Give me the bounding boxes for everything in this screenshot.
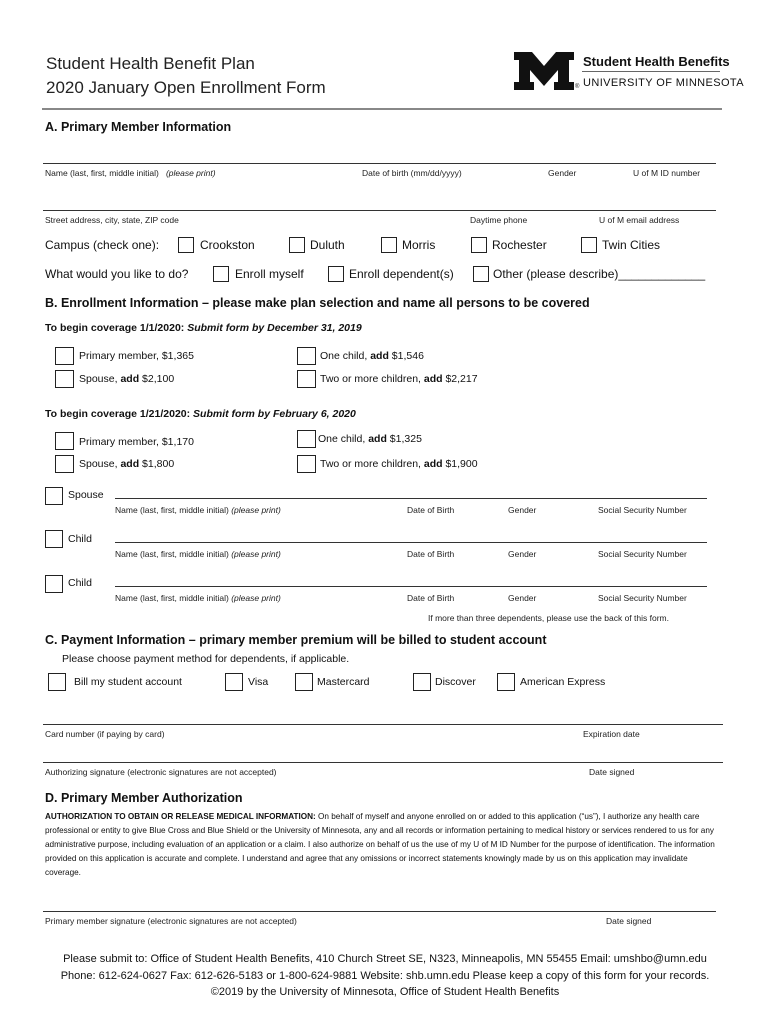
p2-primary-label: Primary member, $1,170: [79, 436, 194, 448]
other-checkbox[interactable]: [473, 266, 489, 282]
section-d-heading: D. Primary Member Authorization: [45, 791, 243, 805]
brand-name: Student Health Benefits: [583, 54, 730, 69]
expiration-label: Expiration date: [583, 729, 640, 739]
brand-divider: [582, 71, 720, 72]
p1-two-children-label: Two or more children, add $2,217: [320, 373, 478, 385]
dep-name-label: Name (last, first, middle initial) (please print): [115, 549, 281, 559]
dependent-type-label: Child: [68, 577, 92, 589]
p2-primary-checkbox[interactable]: [55, 432, 74, 450]
enroll-myself-checkbox[interactable]: [213, 266, 229, 282]
authorization-text: AUTHORIZATION TO OBTAIN OR RELEASE MEDICAL INFORMATION: On behalf of myself and anyone enrolled on or added to this application (“us”), I authorize any health care professional or entity to give Blue Cross and Blue Shield or the University of Minnesota, any and all records or information pertaining to medical history or services rendered to us for any administrative purpose, including evaluation of an application or a claim. I also authorize on behalf of us the use of my U of M ID Number for the purpose of identification. The information provided on this application is accurate and complete. I understand and agree that any omissions or incorrect statements knowingly made by us on this application may invalidate coverage.: [45, 812, 715, 877]
mastercard-checkbox[interactable]: [295, 673, 313, 691]
p1-spouse-checkbox[interactable]: [55, 370, 74, 388]
dependent-child1-checkbox[interactable]: [45, 530, 63, 548]
email-label: U of M email address: [599, 215, 680, 225]
p1-spouse-label: Spouse, add $2,100: [79, 373, 175, 385]
university-m-logo: [514, 52, 574, 90]
registered-mark-icon: ®: [575, 84, 580, 90]
p2-one-child-checkbox[interactable]: [297, 430, 316, 448]
dep-ssn-label: Social Security Number: [598, 549, 687, 559]
campus-duluth-checkbox[interactable]: [289, 237, 305, 253]
footer-copyright: ©2019 by the University of Minnesota, Office of Student Health Benefits: [210, 986, 560, 998]
form-title: Student Health Benefit Plan: [46, 54, 255, 73]
discover-checkbox[interactable]: [413, 673, 431, 691]
p1-primary-label: Primary member, $1,365: [79, 350, 194, 362]
address-label: Street address, city, state, ZIP code: [45, 215, 179, 225]
campus-twin-cities-checkbox[interactable]: [581, 237, 597, 253]
bill-student-account-label: Bill my student account: [74, 676, 182, 688]
member-signature-label: Primary member signature (electronic signatures are not accepted): [45, 916, 297, 926]
dependent-child1-line[interactable]: [115, 542, 707, 543]
card-number-line[interactable]: [43, 724, 723, 725]
date-signed-label: Date signed: [589, 767, 635, 777]
p1-primary-checkbox[interactable]: [55, 347, 74, 365]
name-label: Name (last, first, middle initial) (please print): [45, 168, 216, 178]
dob-label: Date of birth (mm/dd/yyyy): [362, 168, 462, 178]
footer-contact: Phone: 612-624-0627 Fax: 612-626-5183 or 1-800-624-9881 Website: shb.umn.edu Please keep a copy of this form for your records.: [60, 970, 710, 982]
enroll-dependents-label: Enroll dependent(s): [349, 267, 454, 281]
address-line[interactable]: [43, 210, 716, 211]
authorizing-signature-label: Authorizing signature (electronic signatures are not accepted): [45, 767, 277, 777]
p1-one-child-checkbox[interactable]: [297, 347, 316, 365]
section-b-heading: B. Enrollment Information – please make plan selection and name all persons to be covered: [45, 296, 590, 310]
member-date-signed-label: Date signed: [606, 916, 652, 926]
more-dependents-note: If more than three dependents, please use the back of this form.: [428, 613, 669, 623]
campus-morris-checkbox[interactable]: [381, 237, 397, 253]
period2-heading: To begin coverage 1/21/2020: Submit form by February 6, 2020: [45, 408, 356, 420]
footer-address: Please submit to: Office of Student Health Benefits, 410 Church Street SE, N323, Minneapolis, MN 55455 Email: umshbo@umn.edu: [63, 953, 707, 965]
dependent-spouse-line[interactable]: [115, 498, 707, 499]
p2-spouse-checkbox[interactable]: [55, 455, 74, 473]
gender-label: Gender: [548, 168, 577, 178]
dependent-type-label: Spouse: [68, 489, 104, 501]
dep-name-label: Name (last, first, middle initial) (please print): [115, 593, 281, 603]
p2-spouse-label: Spouse, add $1,800: [79, 458, 175, 470]
period1-heading: To begin coverage 1/1/2020: Submit form by December 31, 2019: [45, 322, 362, 334]
form-subtitle: 2020 January Open Enrollment Form: [46, 78, 326, 97]
todo-label: What would you like to do?: [45, 267, 189, 281]
campus-label: Campus (check one):: [45, 238, 160, 252]
card-number-label: Card number (if paying by card): [45, 729, 165, 739]
p1-one-child-label: One child, add $1,546: [320, 350, 424, 362]
amex-label: American Express: [520, 676, 606, 688]
p2-two-children-checkbox[interactable]: [297, 455, 316, 473]
campus-morris-label: Morris: [402, 238, 436, 252]
p1-two-children-checkbox[interactable]: [297, 370, 316, 388]
p2-two-children-label: Two or more children, add $1,900: [320, 458, 478, 470]
dep-gender-label: Gender: [508, 505, 537, 515]
dependent-spouse-checkbox[interactable]: [45, 487, 63, 505]
dep-dob-label: Date of Birth: [407, 505, 455, 515]
campus-crookston-label: Crookston: [200, 238, 255, 252]
primary-info-line[interactable]: [43, 163, 716, 164]
visa-checkbox[interactable]: [225, 673, 243, 691]
dependent-child2-line[interactable]: [115, 586, 707, 587]
other-label: Other (please describe)_____________: [493, 267, 706, 281]
campus-duluth-label: Duluth: [310, 238, 345, 252]
campus-twin-cities-label: Twin Cities: [602, 238, 661, 252]
enroll-myself-label: Enroll myself: [235, 267, 304, 281]
p2-one-child-label: One child, add $1,325: [318, 433, 422, 445]
dep-dob-label: Date of Birth: [407, 593, 455, 603]
bill-student-account-checkbox[interactable]: [48, 673, 66, 691]
phone-label: Daytime phone: [470, 215, 528, 225]
section-a-heading: A. Primary Member Information: [45, 120, 232, 134]
member-signature-line[interactable]: [43, 911, 716, 912]
discover-label: Discover: [435, 676, 476, 688]
dep-ssn-label: Social Security Number: [598, 505, 687, 515]
brand-university: UNIVERSITY OF MINNESOTA: [583, 77, 744, 89]
campus-crookston-checkbox[interactable]: [178, 237, 194, 253]
enroll-dependents-checkbox[interactable]: [328, 266, 344, 282]
visa-label: Visa: [248, 676, 269, 688]
umid-label: U of M ID number: [633, 168, 701, 178]
dep-gender-label: Gender: [508, 593, 537, 603]
payment-subtext: Please choose payment method for dependents, if applicable.: [62, 653, 350, 665]
dep-gender-label: Gender: [508, 549, 537, 559]
campus-rochester-label: Rochester: [492, 238, 547, 252]
header-rule: [42, 108, 722, 110]
dep-ssn-label: Social Security Number: [598, 593, 687, 603]
section-c-heading: C. Payment Information – primary member premium will be billed to student account: [45, 633, 547, 647]
dep-name-label: Name (last, first, middle initial) (please print): [115, 505, 281, 515]
mastercard-label: Mastercard: [317, 676, 370, 688]
authorizing-signature-line[interactable]: [43, 762, 723, 763]
dep-dob-label: Date of Birth: [407, 549, 455, 559]
amex-checkbox[interactable]: [497, 673, 515, 691]
dependent-child2-checkbox[interactable]: [45, 575, 63, 593]
campus-rochester-checkbox[interactable]: [471, 237, 487, 253]
dependent-type-label: Child: [68, 533, 92, 545]
